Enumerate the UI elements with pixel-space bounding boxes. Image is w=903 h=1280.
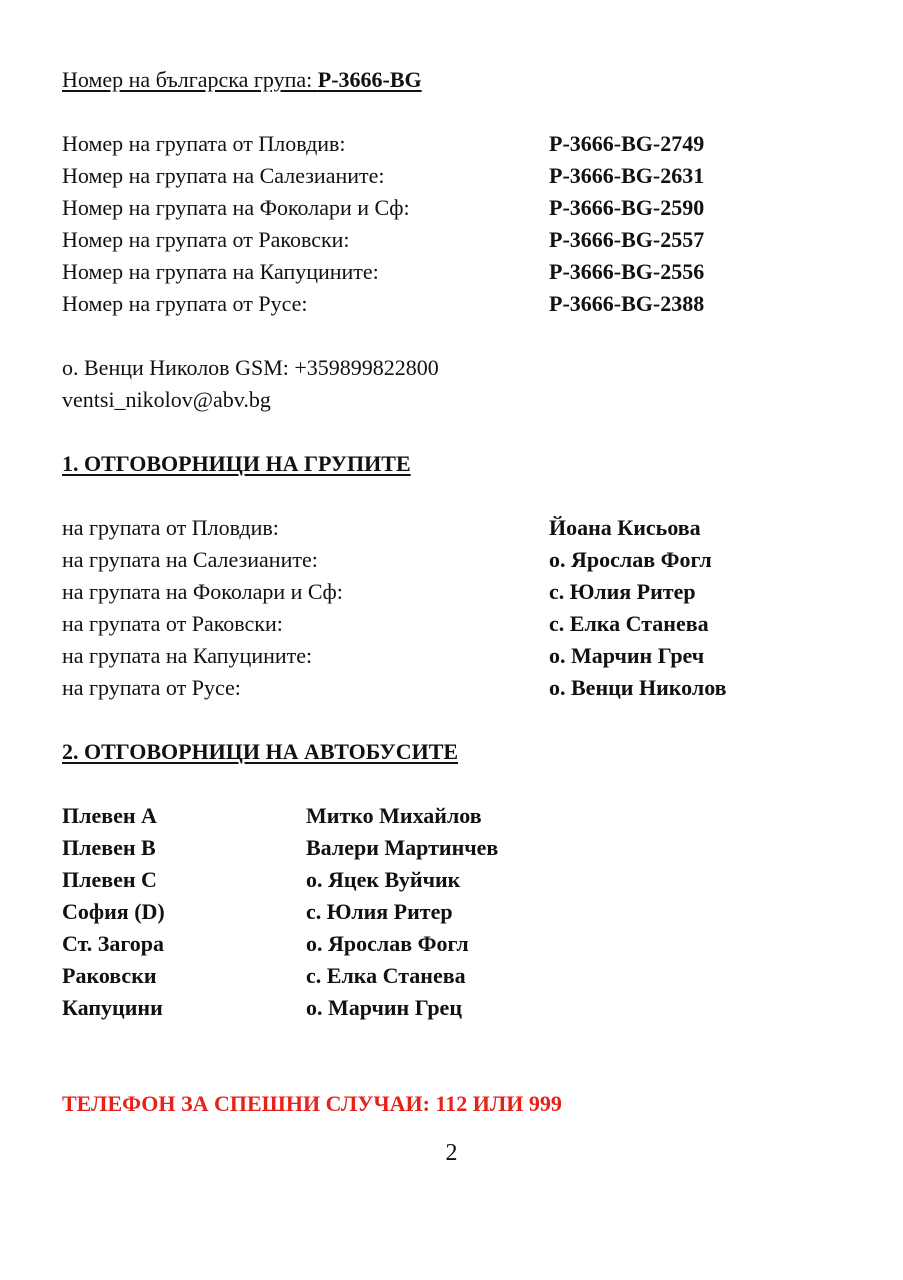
group-leader-label: на групата от Раковски: xyxy=(62,611,283,636)
group-leader-label: на групата на Фоколари и Сф: xyxy=(62,579,343,604)
group-number-value: P-3666-BG-2590 xyxy=(549,195,705,220)
bus-leader-row xyxy=(62,960,842,992)
bus-leader-row xyxy=(62,800,842,832)
section1-title: 1. ОТГОВОРНИЦИ НА ГРУПИТЕ xyxy=(62,451,411,476)
group-number-row xyxy=(62,224,842,256)
bus-leaders-list xyxy=(62,800,842,1024)
bus-leader-name: с. Елка Станева xyxy=(306,963,466,988)
group-numbers-list xyxy=(62,128,842,320)
bus-leader-row xyxy=(62,832,842,864)
group-number-row xyxy=(62,192,842,224)
page-number: 2 xyxy=(445,1140,458,1166)
bulgarian-group-label: Номер на българска група: xyxy=(62,67,318,92)
group-number-row xyxy=(62,160,842,192)
group-leader-name: Йоана Кисьова xyxy=(549,515,701,540)
bus-leader-name: о. Марчин Грец xyxy=(306,995,462,1020)
emergency-phone-notice: ТЕЛЕФОН ЗА СПЕШНИ СЛУЧАИ: 112 ИЛИ 999 xyxy=(62,1091,562,1116)
bus-leader-name: Валери Мартинчев xyxy=(306,835,499,860)
bus-label: Раковски xyxy=(62,963,157,988)
group-leader-row xyxy=(62,544,842,576)
bus-label: Капуцини xyxy=(62,995,163,1020)
contact-phone: о. Венци Николов GSM: +359899822800 xyxy=(62,355,439,380)
group-number-label: Номер на групата на Салезианите: xyxy=(62,163,385,188)
bus-leader-row xyxy=(62,992,842,1024)
bus-leader-row xyxy=(62,864,842,896)
contact-email: ventsi_nikolov@abv.bg xyxy=(62,387,271,412)
group-number-label: Номер на групата на Фоколари и Сф: xyxy=(62,195,410,220)
group-number-row xyxy=(62,256,842,288)
group-number-label: Номер на групата от Пловдив: xyxy=(62,131,346,156)
group-leader-row xyxy=(62,640,842,672)
bus-label: Плевен С xyxy=(62,867,157,892)
document-page xyxy=(62,64,842,1120)
bus-leader-row xyxy=(62,896,842,928)
bus-label: Плевен А xyxy=(62,803,157,828)
bus-label: Плевен В xyxy=(62,835,156,860)
group-leader-name: с. Елка Станева xyxy=(549,611,709,636)
group-number-label: Номер на групата на Капуцините: xyxy=(62,259,379,284)
group-number-value: P-3666-BG-2388 xyxy=(549,291,705,316)
group-number-label: Номер на групата от Русе: xyxy=(62,291,308,316)
group-number-row xyxy=(62,128,842,160)
group-number-value: P-3666-BG-2631 xyxy=(549,163,705,188)
group-leader-row xyxy=(62,608,842,640)
group-leader-label: на групата на Капуцините: xyxy=(62,643,313,668)
group-number-value: P-3666-BG-2749 xyxy=(549,131,705,156)
group-number-row xyxy=(62,288,842,320)
group-leader-row xyxy=(62,576,842,608)
group-leader-name: о. Ярослав Фогл xyxy=(549,547,712,572)
bus-leader-name: о. Яцек Вуйчик xyxy=(306,867,461,892)
group-leader-row xyxy=(62,672,842,704)
bus-leader-name: с. Юлия Ритер xyxy=(306,899,453,924)
bus-leader-row xyxy=(62,928,842,960)
group-leader-row xyxy=(62,512,842,544)
group-leaders-list xyxy=(62,512,842,704)
group-leader-label: на групата на Салезианите: xyxy=(62,547,318,572)
bulgarian-group-code: P-3666-BG xyxy=(317,67,422,92)
group-leader-name: о. Венци Николов xyxy=(549,675,727,700)
group-leader-label: на групата от Пловдив: xyxy=(62,515,279,540)
bus-leader-name: о. Ярослав Фогл xyxy=(306,931,469,956)
section2-title: 2. ОТГОВОРНИЦИ НА АВТОБУСИТЕ xyxy=(62,739,459,764)
group-leader-name: о. Марчин Греч xyxy=(549,643,705,668)
bulgarian-group-number xyxy=(62,64,842,96)
group-number-value: P-3666-BG-2556 xyxy=(549,259,705,284)
group-number-label: Номер на групата от Раковски: xyxy=(62,227,350,252)
group-leader-label: на групата от Русе: xyxy=(62,675,241,700)
group-number-value: P-3666-BG-2557 xyxy=(549,227,705,252)
bus-label: София (D) xyxy=(62,899,165,924)
bus-leader-name: Митко Михайлов xyxy=(306,803,482,828)
group-leader-name: с. Юлия Ритер xyxy=(549,579,696,604)
bus-label: Ст. Загора xyxy=(62,931,165,956)
